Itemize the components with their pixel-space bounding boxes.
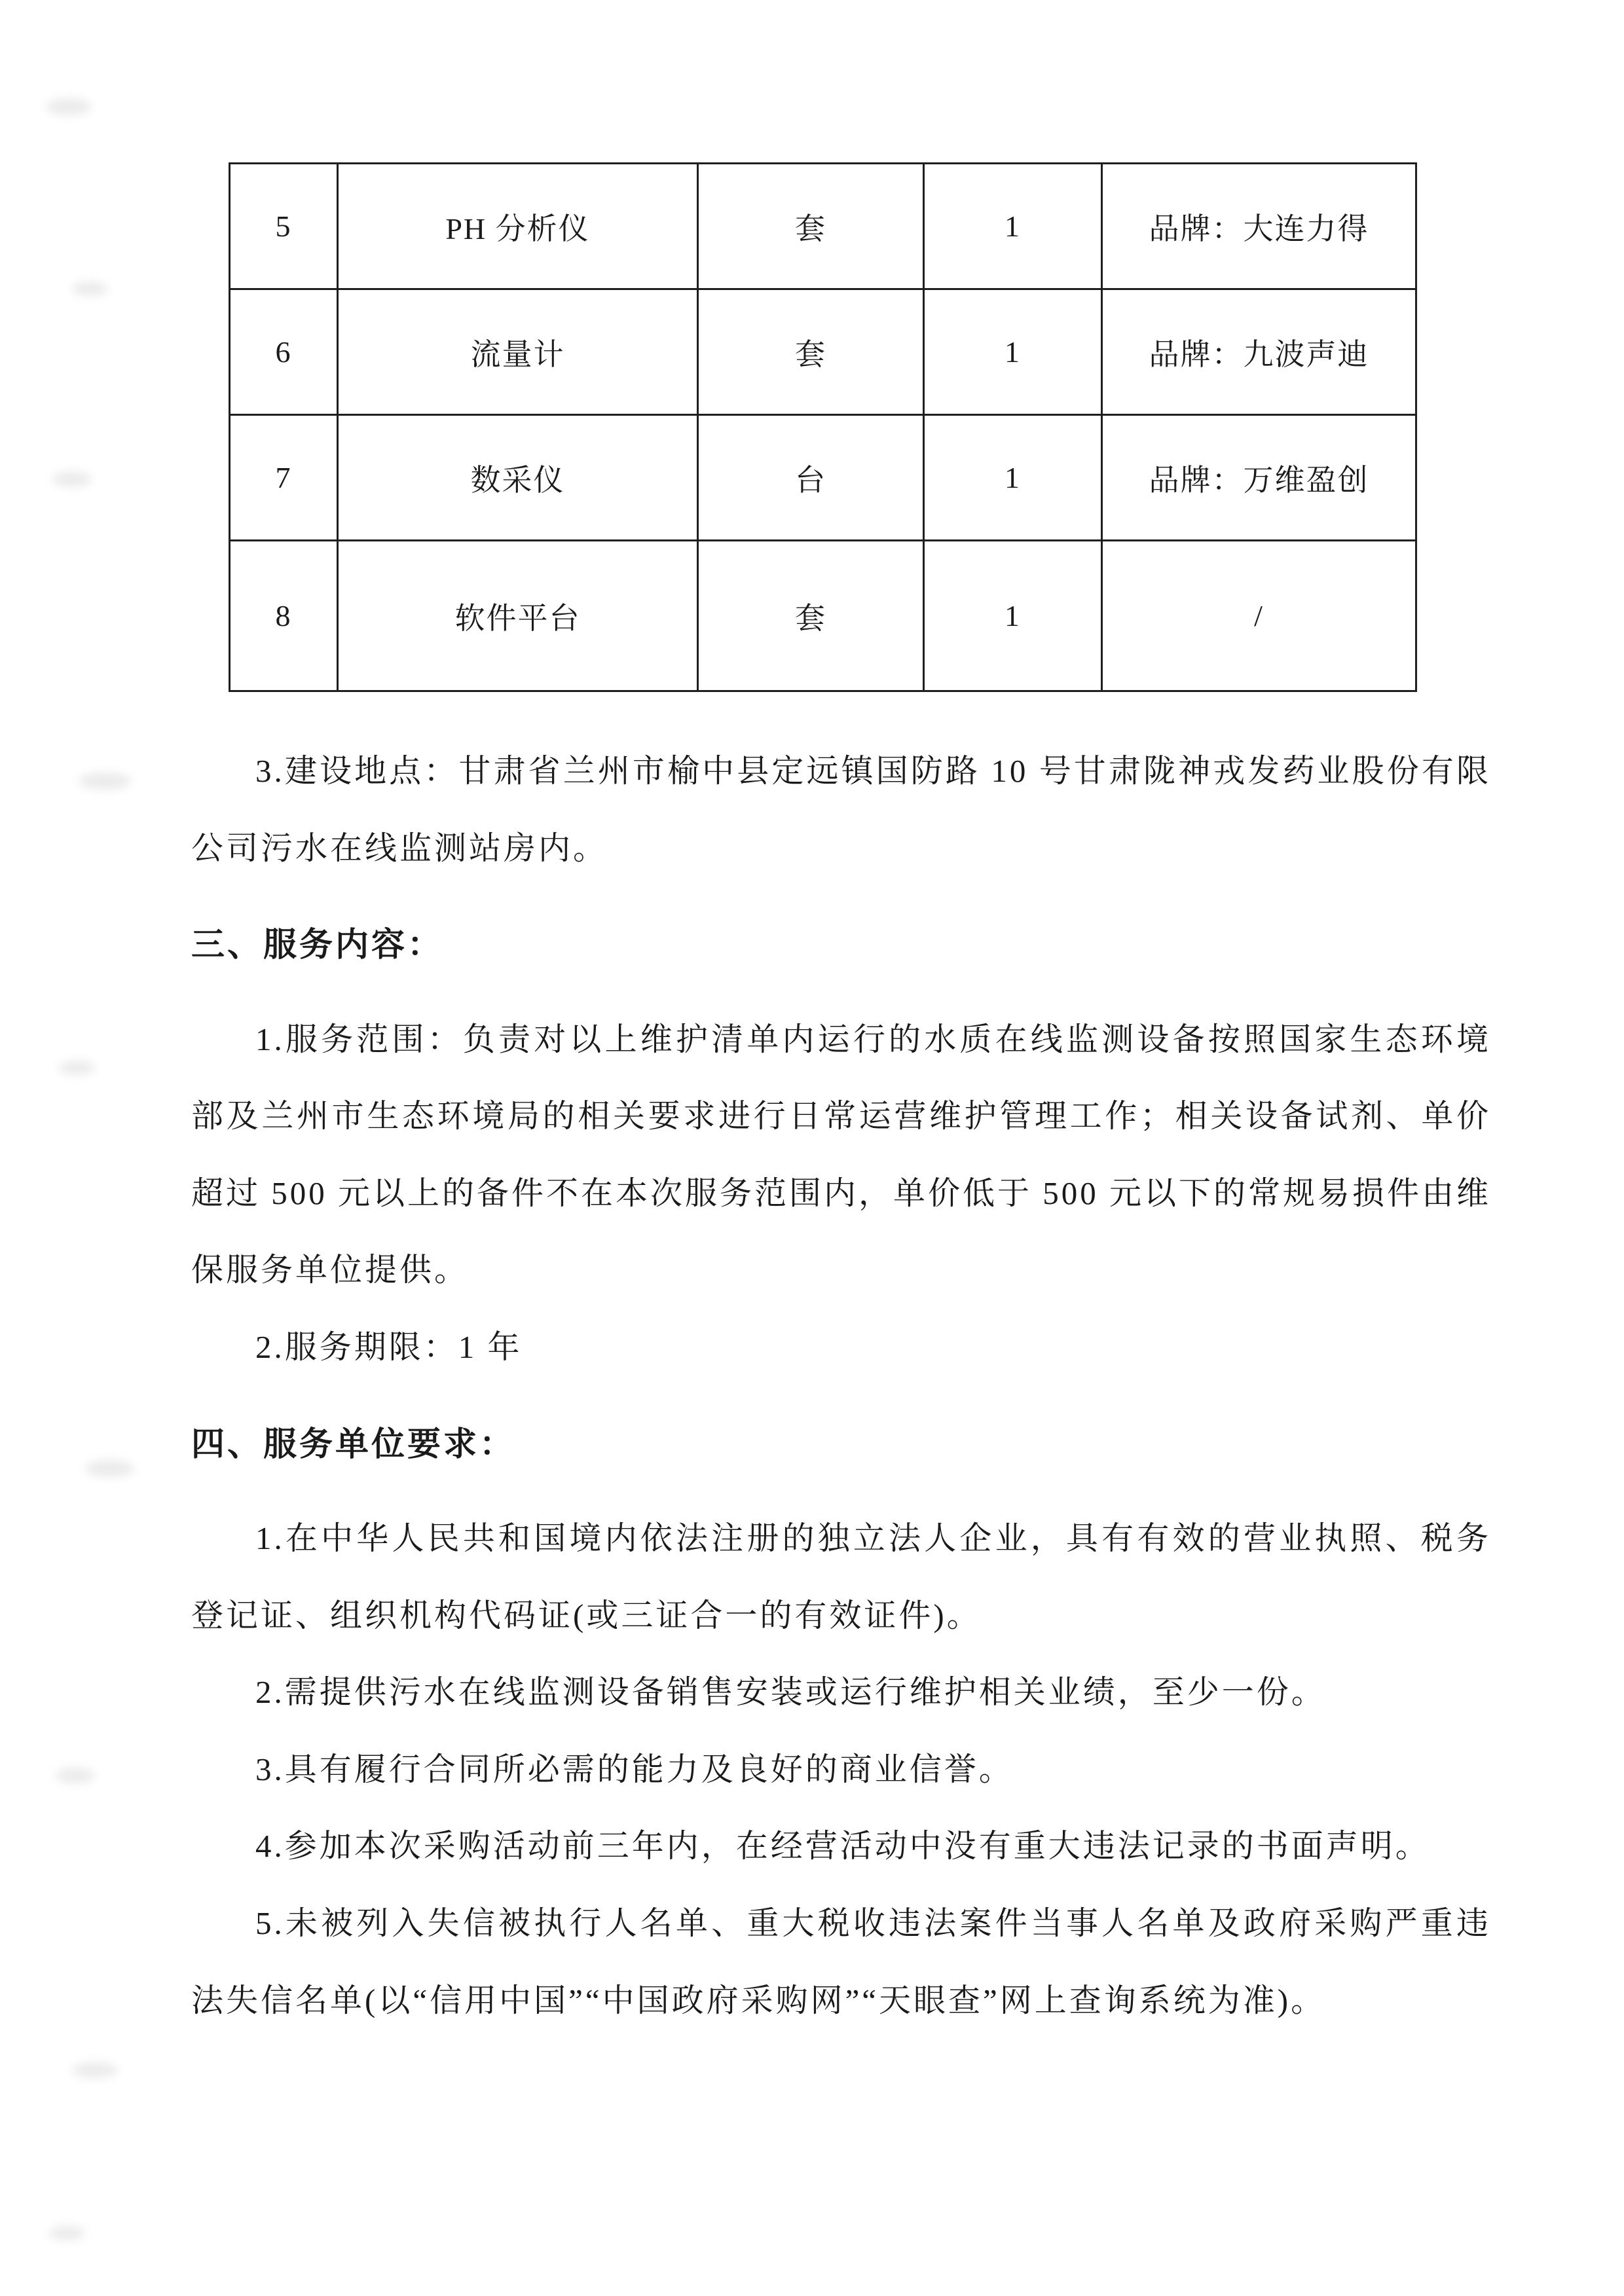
cell-unit: 台 xyxy=(698,415,924,541)
cell-quantity: 1 xyxy=(924,164,1102,289)
scan-artifact xyxy=(85,1460,134,1477)
body-text xyxy=(191,733,1491,2039)
heading-service-content: 三、服务内容： xyxy=(191,926,444,964)
table-row xyxy=(230,415,1416,541)
scan-artifact xyxy=(79,773,131,790)
cell-brand: 品牌：大连力得 xyxy=(1102,164,1416,289)
scan-artifact xyxy=(49,2226,85,2240)
cell-index: 6 xyxy=(230,289,338,415)
scan-artifact xyxy=(59,1061,95,1075)
paragraph-requirement-5: 5.未被列入失信被执行人名单、重大税收违法案件当事人名单及政府采购严重违法失信名单(以“信用中国”“中国政府采购网”“天眼查”网上查询系统为准)。 xyxy=(191,1904,1491,2018)
cell-equipment-name: 流量计 xyxy=(338,289,698,415)
table-row xyxy=(230,164,1416,289)
table-row xyxy=(230,289,1416,415)
cell-brand: 品牌：万维盈创 xyxy=(1102,415,1416,541)
cell-unit: 套 xyxy=(698,541,924,691)
scan-artifact xyxy=(72,2062,118,2078)
cell-brand: 品牌：九波声迪 xyxy=(1102,289,1416,415)
paragraph-service-term: 2.服务期限：1 年 xyxy=(255,1328,523,1365)
paragraph-requirement-4: 4.参加本次采购活动前三年内，在经营活动中没有重大违法记录的书面声明。 xyxy=(255,1828,1430,1865)
paragraph-construction-location: 3.建设地点：甘肃省兰州市榆中县定远镇国防路 10 号甘肃陇神戎发药业股份有限公司污水在线监测站房内。 xyxy=(191,753,1491,866)
paragraph-service-scope: 1.服务范围：负责对以上维护清单内运行的水质在线监测设备按照国家生态环境部及兰州市生态环境局的相关要求进行日常运营维护管理工作；相关设备试剂、单价超过 500 元以上的备件不在本次服务范围内，单价低于 500 元以下的常规易损件由维保服务单位提供。 xyxy=(191,1021,1492,1288)
cell-index: 8 xyxy=(230,541,338,691)
document-content xyxy=(191,162,1491,2039)
scan-artifact xyxy=(56,1768,95,1783)
cell-index: 5 xyxy=(230,164,338,289)
cell-quantity: 1 xyxy=(924,415,1102,541)
cell-quantity: 1 xyxy=(924,541,1102,691)
paragraph-requirement-1: 1.在中华人民共和国境内依法注册的独立法人企业，具有有效的营业执照、税务登记证、组织机构代码证(或三证合一的有效证件)。 xyxy=(191,1520,1491,1633)
heading-supplier-requirements: 四、服务单位要求： xyxy=(191,1425,516,1463)
paragraph-requirement-3: 3.具有履行合同所必需的能力及良好的商业信誉。 xyxy=(255,1751,1014,1787)
cell-index: 7 xyxy=(230,415,338,541)
table-row xyxy=(230,541,1416,691)
cell-brand: / xyxy=(1102,541,1416,691)
cell-equipment-name: 软件平台 xyxy=(338,541,698,691)
cell-unit: 套 xyxy=(698,289,924,415)
cell-equipment-name: 数采仪 xyxy=(338,415,698,541)
scan-artifact xyxy=(72,282,108,296)
scan-artifact xyxy=(46,98,92,115)
cell-unit: 套 xyxy=(698,164,924,289)
cell-quantity: 1 xyxy=(924,289,1102,415)
paragraph-requirement-2: 2.需提供污水在线监测设备销售安装或运行维护相关业绩，至少一份。 xyxy=(255,1674,1326,1711)
cell-equipment-name: PH 分析仪 xyxy=(338,164,698,289)
scan-artifact xyxy=(52,471,92,487)
equipment-table xyxy=(229,162,1417,692)
